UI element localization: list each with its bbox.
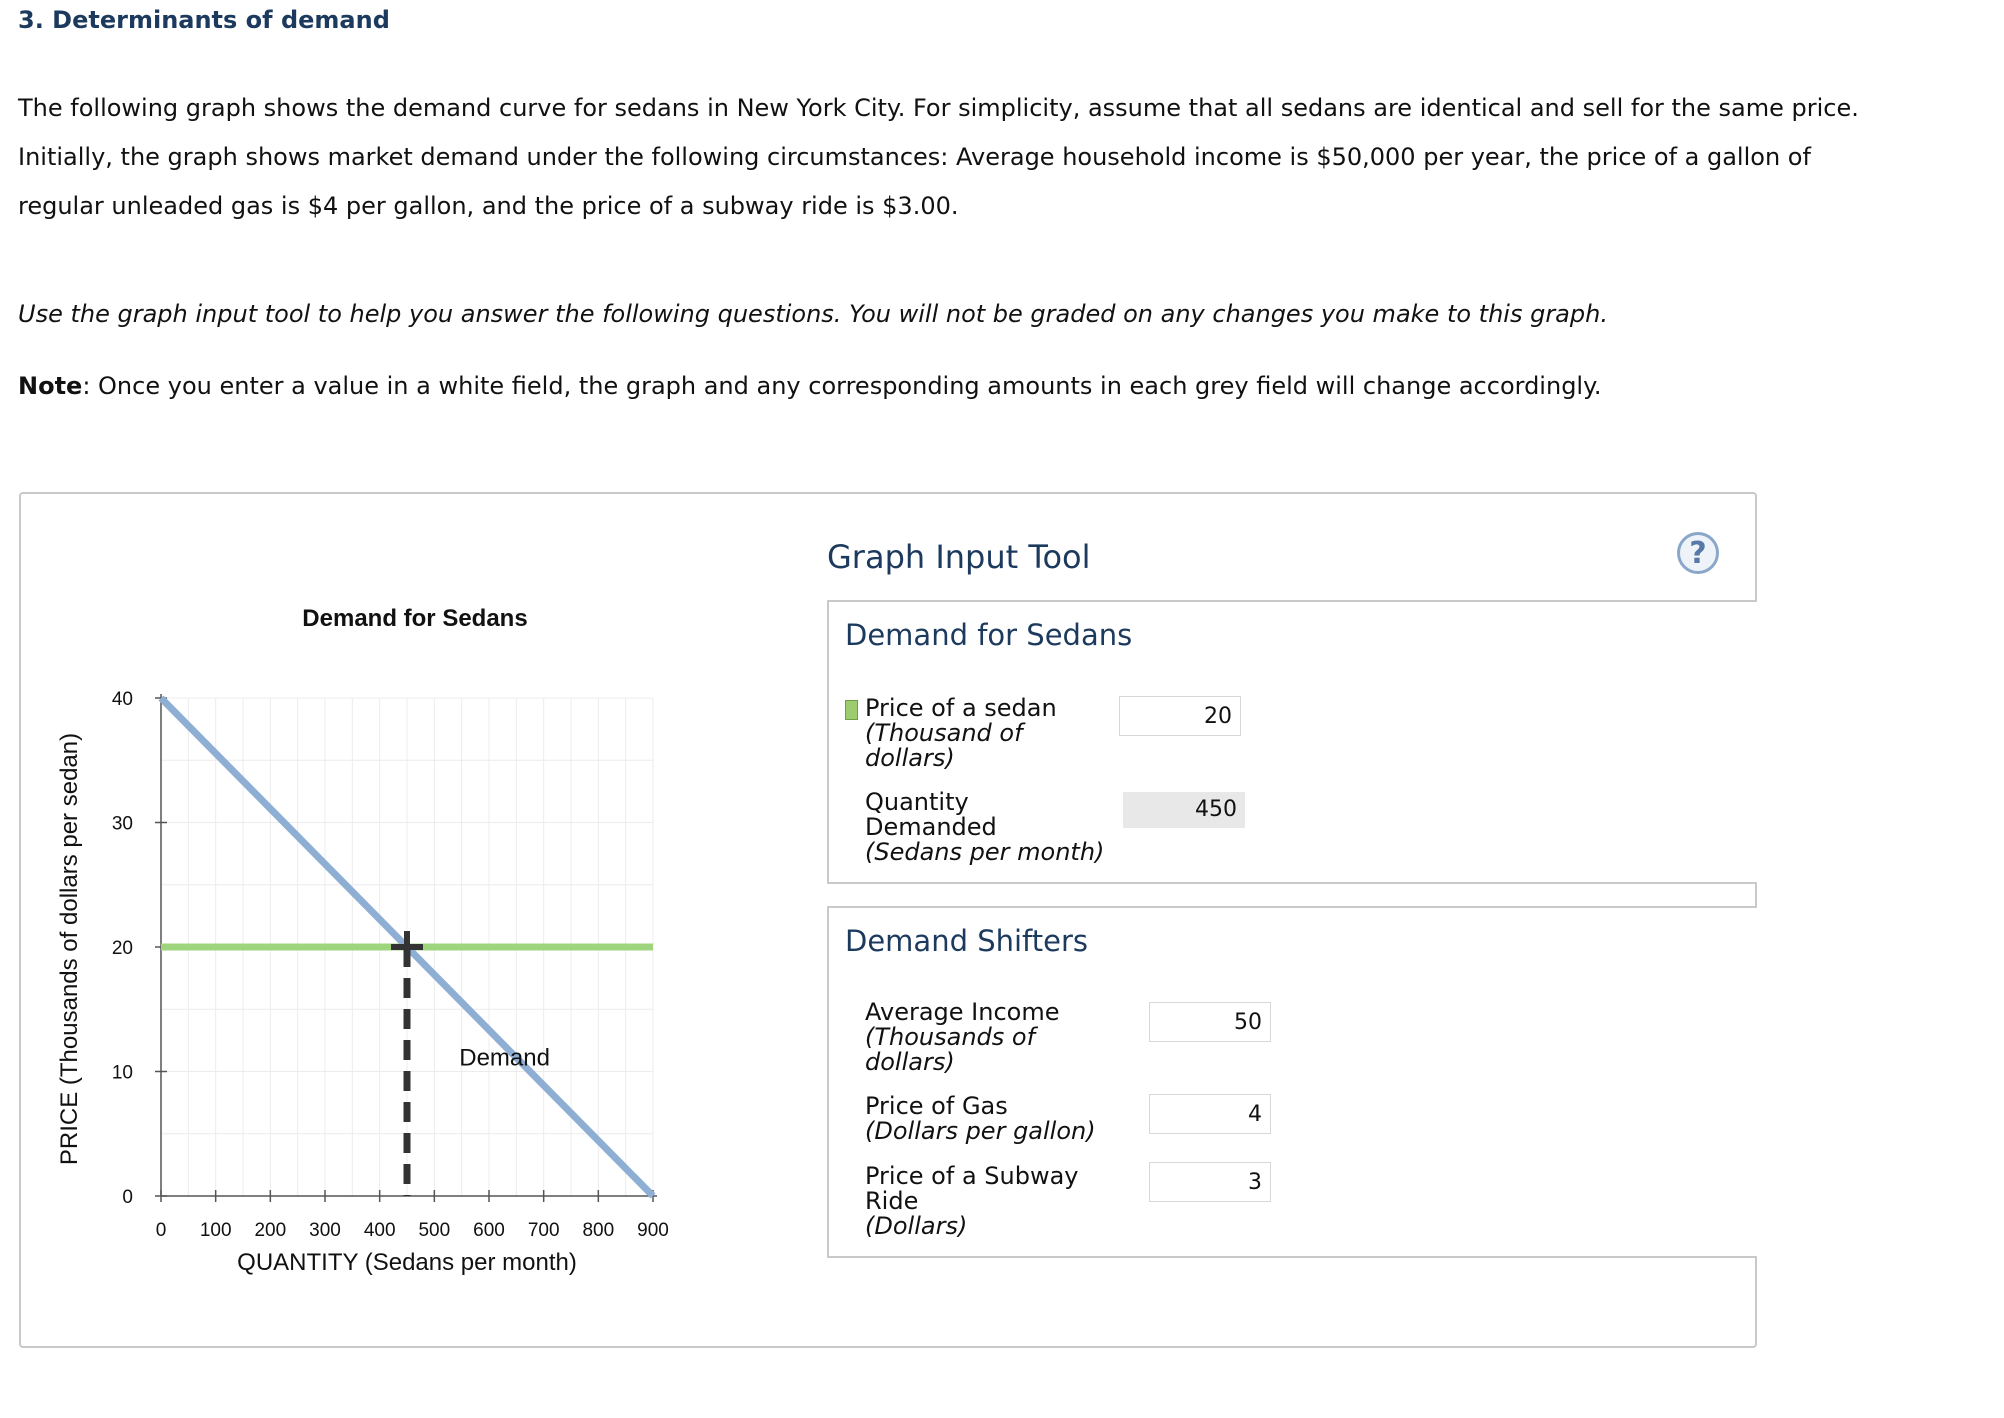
price-input[interactable] <box>1119 696 1241 736</box>
note-label: Note <box>18 372 83 400</box>
shifters-box-title: Demand Shifters <box>845 924 1088 958</box>
instruction-text: Use the graph input tool to help you answer the following questions. You will not be graded on any changes you make to this graph. <box>18 300 1608 328</box>
subway-label-line2: Ride <box>865 1187 919 1215</box>
y-tick-label: 40 <box>111 689 133 710</box>
demand-box-title: Demand for Sedans <box>845 618 1133 652</box>
price-label-text: Price of a sedan <box>865 694 1057 722</box>
y-tick-label: 0 <box>122 1187 133 1208</box>
subway-label-line1: Price of a Subway <box>865 1162 1079 1190</box>
y-tick-label: 10 <box>111 1062 133 1084</box>
x-tick-label: 700 <box>527 1220 560 1241</box>
chart-area <box>21 494 821 1346</box>
graph-input-tool-title: Graph Input Tool <box>827 538 1091 576</box>
gas-unit: (Dollars per gallon) <box>865 1117 1096 1145</box>
income-label-text: Average Income <box>865 998 1060 1026</box>
x-axis-label: QUANTITY (Sedans per month) <box>237 1249 577 1276</box>
subway-unit: (Dollars) <box>865 1212 968 1240</box>
demand-chart[interactable] <box>21 494 821 1346</box>
x-tick-label: 400 <box>363 1220 396 1241</box>
gas-price-input[interactable] <box>1149 1094 1271 1134</box>
price-unit-line2: dollars) <box>865 744 955 772</box>
subway-price-input[interactable] <box>1149 1162 1271 1202</box>
x-tick-label: 200 <box>254 1220 287 1241</box>
quantity-unit: (Sedans per month) <box>865 838 1105 866</box>
x-tick-label: 800 <box>582 1220 615 1241</box>
gas-label-text: Price of Gas <box>865 1092 1008 1120</box>
intro-paragraph: The following graph shows the demand curve for sedans in New York City. For simplicity, assume that all sedans are identical and sell for the same price. Initially, the graph shows market demand under the following circumstances: Average household income is $50,000 per year, the price of a gallon of regular unleaded gas is $4 per gallon, and the price of a subway ride is $3.00. <box>18 94 1859 220</box>
question-heading: 3. Determinants of demand <box>18 6 390 34</box>
y-tick-label: 20 <box>111 938 133 959</box>
demand-shifters-box <box>827 906 1757 1258</box>
quantity-label <box>865 790 1104 865</box>
x-tick-label: 0 <box>155 1220 167 1241</box>
price-swatch-icon <box>845 700 858 720</box>
demand-curve-label: Demand <box>459 1044 550 1072</box>
price-label <box>865 696 1057 771</box>
x-tick-label: 500 <box>418 1220 451 1241</box>
quantity-label-line2: Demanded <box>865 813 997 841</box>
y-tick-label: 30 <box>111 813 133 835</box>
income-input[interactable] <box>1149 1002 1271 1042</box>
income-unit-line1: (Thousands of <box>865 1023 1036 1051</box>
graph-panel <box>19 492 1757 1348</box>
note-body: : Once you enter a value in a white field, the graph and any corresponding amounts in each grey field will change accordingly. <box>82 372 1602 400</box>
quantity-demanded-value: 450 <box>1123 792 1245 828</box>
x-tick-label: 900 <box>637 1220 669 1241</box>
income-label <box>865 1000 1060 1075</box>
help-button[interactable]: ? <box>1677 532 1719 574</box>
y-axis-label: PRICE (Thousands of dollars per sedan) <box>56 732 83 1166</box>
x-tick-label: 300 <box>309 1220 341 1241</box>
quantity-label-line1: Quantity <box>865 788 969 816</box>
income-unit-line2: dollars) <box>865 1048 955 1076</box>
x-tick-label: 100 <box>199 1220 232 1241</box>
note-text <box>18 372 1602 400</box>
x-tick-label: 600 <box>473 1220 505 1241</box>
gas-label <box>865 1094 1096 1144</box>
chart-title: Demand for Sedans <box>302 605 528 632</box>
price-unit-line1: (Thousand of <box>865 719 1023 747</box>
subway-label <box>865 1164 1079 1239</box>
demand-input-box <box>827 600 1757 884</box>
